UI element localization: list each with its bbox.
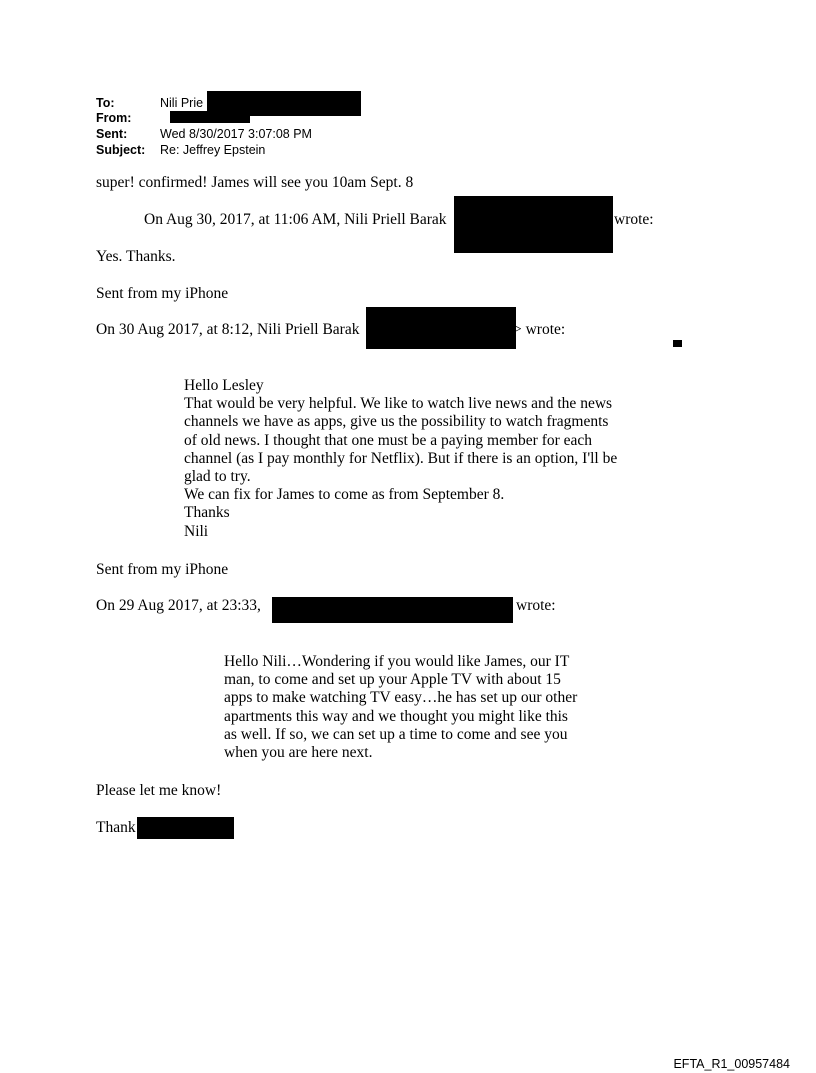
subject-value: Re: Jeffrey Epstein: [160, 143, 266, 157]
lesley-message-line: apartments this way and we thought you might like this: [224, 707, 568, 725]
nili-message-line: Hello Lesley: [184, 377, 264, 394]
nili-message-line: Thanks: [184, 504, 230, 522]
redaction-quote1-email: [454, 196, 613, 253]
document-id: EFTA_R1_00957484: [673, 1057, 790, 1071]
thank-fragment: Thank: [96, 819, 136, 836]
quote2-wrote: > wrote:: [513, 321, 566, 338]
lesley-message-line: Hello Nili…Wondering if you would like James, our IT: [224, 653, 570, 670]
lesley-message: [224, 653, 577, 762]
yes-thanks: Yes. Thanks.: [96, 248, 176, 265]
nili-message-line: We can fix for James to come as from September 8.: [184, 486, 505, 504]
nili-message-line: Nili: [184, 522, 209, 540]
quote1-intro: On Aug 30, 2017, at 11:06 AM, Nili Priell Barak: [144, 211, 447, 228]
to-value: Nili Prie: [160, 96, 204, 110]
lesley-message-line: man, to come and set up your Apple TV with about 15: [224, 671, 561, 689]
redaction-mark: [673, 340, 682, 347]
quote3-intro: On 29 Aug 2017, at 23:33,: [96, 597, 261, 614]
redaction-signature: [137, 817, 234, 839]
sent-from-iphone-1: Sent from my iPhone: [96, 285, 229, 302]
redaction-from: [170, 111, 250, 123]
redaction-quote3-sender: [272, 597, 513, 623]
sent-value: Wed 8/30/2017 3:07:08 PM: [160, 127, 312, 141]
quote3-wrote: wrote:: [516, 597, 556, 614]
nili-message-line: of old news. I thought that one must be a paying member for each: [184, 431, 593, 449]
nili-message-line: channels we have as apps, give us the possibility to watch fragments: [184, 413, 609, 431]
sent-label: Sent:: [96, 127, 128, 141]
lesley-message-line: as well. If so, we can set up a time to come and see you: [224, 725, 568, 743]
lesley-message-line: apps to make watching TV easy…he has set up our other: [224, 689, 578, 707]
subject-label: Subject:: [96, 143, 146, 157]
quote1-wrote: wrote:: [614, 211, 654, 228]
nili-message-line: channel (as I pay monthly for Netflix). But if there is an option, I'll be: [184, 449, 618, 467]
redaction-quote2-email: [366, 307, 516, 349]
nili-message-line: That would be very helpful. We like to watch live news and the news: [184, 395, 613, 413]
nili-message-line: glad to try.: [184, 468, 251, 486]
reply-line: super! confirmed! James will see you 10am Sept. 8: [96, 174, 414, 191]
to-label: To:: [96, 96, 115, 110]
quote2-intro: On 30 Aug 2017, at 8:12, Nili Priell Barak: [96, 321, 360, 338]
please-let-me-know: Please let me know!: [96, 782, 222, 799]
nili-message: [184, 377, 617, 541]
lesley-message-line: when you are here next.: [224, 744, 373, 762]
from-label: From:: [96, 111, 132, 125]
sent-from-iphone-2: Sent from my iPhone: [96, 561, 229, 578]
